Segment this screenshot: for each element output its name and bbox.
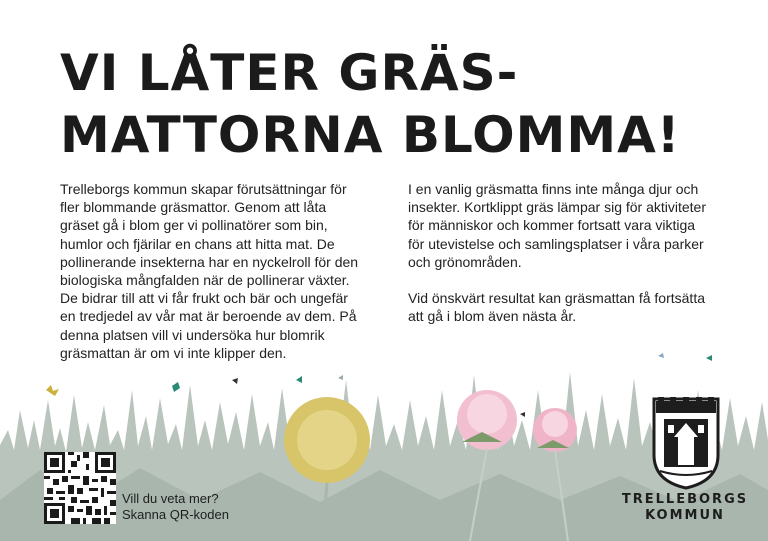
qr-caption-line-1: Vill du veta mer?: [122, 491, 219, 506]
butterfly-icon: [46, 385, 59, 396]
qr-caption-line-2: Skanna QR-koden: [122, 507, 229, 522]
right-paragraph-2: Vid önskvärt resultat kan gräsmattan få fortsätta att gå i blom även nästa år.: [408, 290, 706, 325]
headline-line-1: VI LÅTER GRÄS-: [60, 44, 519, 102]
logo-line-1: TRELLEBORGS: [621, 492, 749, 507]
body-text-right: [408, 180, 708, 343]
right-paragraph-1: I en vanlig gräsmatta finns inte många djur och insekter. Kortklippt gräs lämpar sig för aktiviteter för människor och kommer fortsatt vara viktiga för utevistelse och samlingsplatser i våra parker och grönområden.: [408, 181, 707, 270]
left-paragraph: Trelleborgs kommun skapar förutsättningar för fler blommande gräsmattor. Genom att låta gräset gå i blom ger vi pollinatörer som bin, humlor och fjärilar en chans att hitta mat. De pollinerande insekterna har en nyckelroll för den biologiska mångfalden när de pollinerar växter. De bidrar till att vi får frukt och bär och ungefär en tredjedel av vår mat är beroende av dem. På denna platsen vill vi undersöka hur blomrik gräsmattan är om vi inte klipper den.: [60, 181, 359, 361]
headline: [60, 42, 740, 166]
butterfly-icon: [520, 412, 525, 417]
butterfly-icon: [658, 353, 664, 358]
trelleborg-crest-icon: [650, 395, 722, 490]
butterfly-icon: [172, 382, 180, 392]
headline-line-2: MATTORNA BLOMMA!: [60, 106, 681, 164]
qr-caption: [122, 491, 229, 523]
logo-line-2: KOMMUN: [645, 508, 725, 523]
municipality-logo-text: [605, 492, 765, 524]
body-text-left: [60, 180, 360, 380]
qr-code-icon[interactable]: [44, 452, 116, 524]
butterfly-icon: [706, 355, 712, 361]
